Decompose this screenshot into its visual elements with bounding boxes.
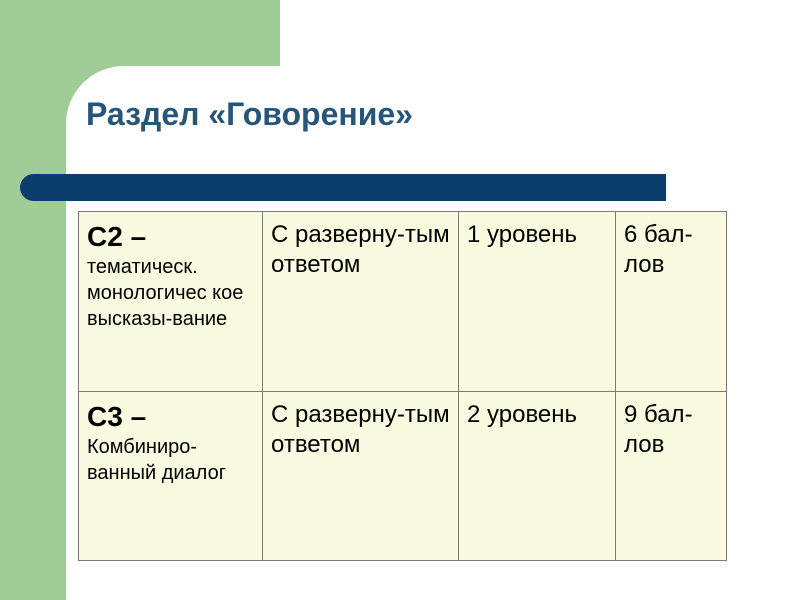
exam-section-table — [78, 211, 727, 561]
slide-title: Раздел «Говорение» — [86, 96, 413, 132]
answer-type-cell: С разверну-тым ответом — [263, 212, 459, 392]
level-cell: 2 уровень — [459, 392, 616, 561]
table-row — [79, 212, 727, 392]
task-code: C2 – — [87, 221, 147, 252]
task-name-cell — [79, 212, 263, 392]
task-name-cell — [79, 392, 263, 561]
task-code: C3 – — [87, 401, 147, 432]
title-underline-bar — [20, 174, 666, 201]
task-description: Комбиниро-ванный диалог — [87, 436, 226, 484]
points-cell: 9 бал-лов — [616, 392, 727, 561]
background-left-strip — [0, 0, 66, 600]
task-description: тематическ. монологичес кое высказы-вание — [87, 256, 244, 330]
level-cell: 1 уровень — [459, 212, 616, 392]
answer-type-cell: С разверну-тым ответом — [263, 392, 459, 561]
points-cell: 6 бал-лов — [616, 212, 727, 392]
table-row — [79, 392, 727, 561]
